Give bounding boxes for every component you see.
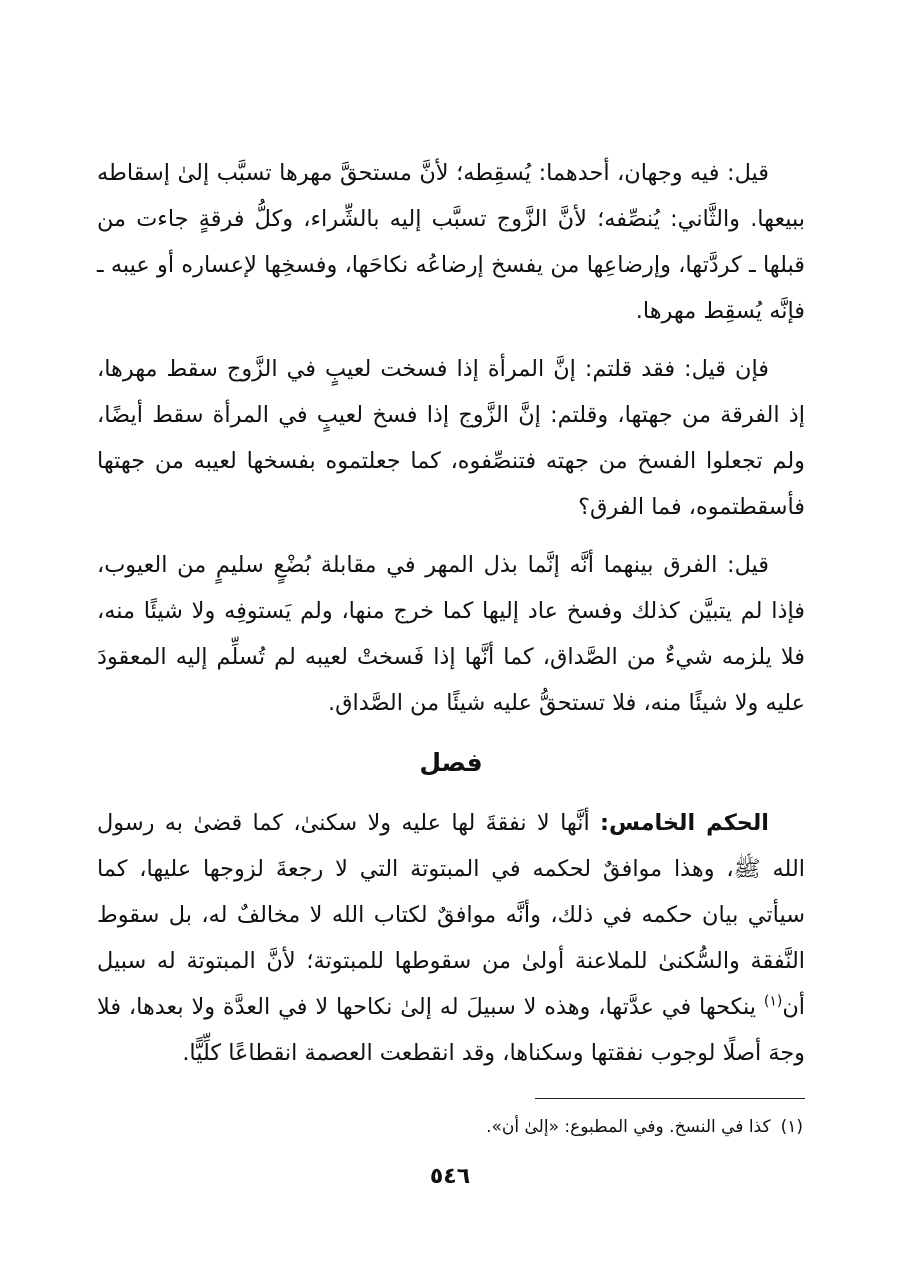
paragraph-4-text-a: أنَّها لا نفقةَ لها عليه ولا سكنىٰ، كما قضىٰ به رسول الله ﷺ، وهذا موافقٌ لحكمه في المبتوتة التي لا رجعةَ لزوجها عليها، كما سيأتي بيان حكمه في ذلك، وأنَّه موافقٌ لكتاب الله لا مخالفٌ له، بل سقوط النَّفقة والسُّكنىٰ للملاعنة أولىٰ من سقوطها للمبتوتة؛ لأنَّ المبتوتة له سبيل أن xyxy=(97,810,805,1020)
footnote-number: (١) xyxy=(780,1117,803,1137)
section-heading: فصل xyxy=(419,748,483,777)
footnote xyxy=(103,1113,803,1141)
footnote-divider xyxy=(535,1098,805,1099)
paragraph-2: فإن قيل: فقد قلتم: إنَّ المرأة إذا فسخت لعيبٍ في الزَّوج سقط مهرها، إذ الفرقة من جهتها، وقلتم: إنَّ الزَّوج إذا فسخ لعيبٍ في المرأة سقط أيضًا، ولم تجعلوا الفسخ من جهته فتنصِّفوه، كما جعلتموه بفسخها لعيبه من جهتها فأسقطتموه، فما الفرق؟ xyxy=(97,356,805,520)
footnote-text: كذا في النسخ. وفي المطبوع: «إلىٰ أن». xyxy=(486,1117,771,1137)
paragraph-3: قيل: الفرق بينهما أنَّه إنَّما بذل المهر في مقابلة بُضْعٍ سليمٍ من العيوب، فإذا لم يتبيَّن كذلك وفسخ عاد إليها كما خرج منها، ولم يَستوفِه ولا شيئًا منه، فلا يلزمه شيءٌ من الصَّداق، كما أنَّها إذا فَسختْ لعيبه لم تُسلِّم إليه المعقودَ عليه ولا شيئًا منه، فلا تستحقُّ عليه شيئًا من الصَّداق. xyxy=(97,552,805,716)
paragraph-4-text-b: ينكحها في عدَّتها، وهذه لا سبيلَ له إلىٰ نكاحها لا في العدَّة ولا بعدها، فلا وجهَ أصلًا لوجوب نفقتها وسكناها، وقد انقطعت العصمة انقطاعًا كلِّيًّا. xyxy=(97,994,805,1066)
page-number: ٥٤٦ xyxy=(429,1164,471,1189)
footnote-reference: (١) xyxy=(763,993,783,1010)
paragraph-lead: الحكم الخامس: xyxy=(600,810,769,836)
paragraph-1: قيل: فيه وجهان، أحدهما: يُسقِطه؛ لأنَّ مستحقَّ مهرها تسبَّب إلىٰ إسقاطه ببيعها. والثَّاني: يُنصِّفه؛ لأنَّ الزَّوج تسبَّب إليه بالشِّراء، وكلُّ فرقةٍ جاءت من قبلها ـ كردَّتها، وإرضاعِها من يفسخ إرضاعُه نكاحَها، وفسخِها لإعساره أو عيبه ـ فإنَّه يُسقِط مهرها. xyxy=(97,160,805,324)
paragraph-4 xyxy=(97,800,805,1076)
main-text xyxy=(97,150,805,1088)
